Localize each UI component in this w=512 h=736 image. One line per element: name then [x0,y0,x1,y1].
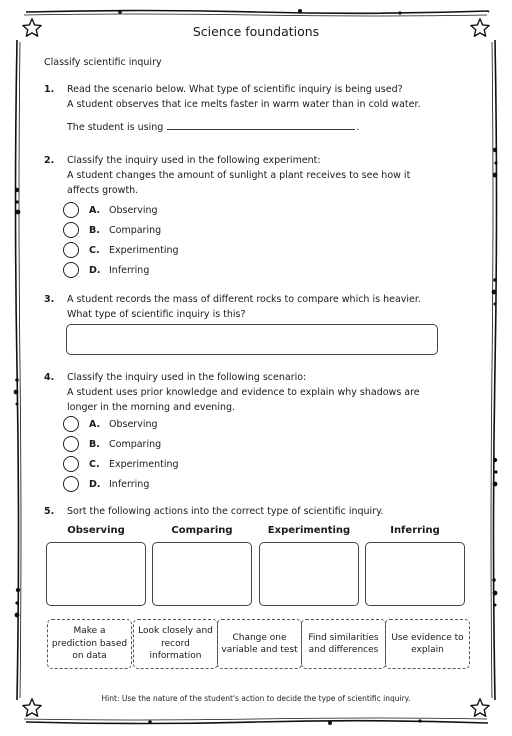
question-3-answer-box[interactable] [66,324,438,355]
option-letter: D. [89,264,101,276]
question-1-line-2: A student observes that ice melts faster in warm water than in cold water. [67,99,421,110]
question-5-number: 5. [44,506,55,517]
option-label: Comparing [109,224,162,236]
option-letter: A. [89,418,101,430]
question-2-option-c[interactable] [63,242,179,258]
drop-box-experimenting[interactable] [259,542,359,606]
radio-button[interactable] [63,476,79,492]
question-2-option-d[interactable] [63,262,149,278]
question-2-line-3: affects growth. [67,185,139,196]
question-2-option-a[interactable] [63,202,158,218]
drop-box-inferring[interactable] [365,542,465,606]
page-subtitle: Classify scientific inquiry [44,57,162,68]
question-3-line-1: A student records the mass of different rocks to compare which is heavier. [67,294,421,305]
radio-button[interactable] [63,436,79,452]
option-label: Comparing [109,438,162,450]
category-heading-inferring: Inferring [390,525,440,536]
category-heading-observing: Observing [67,525,125,536]
question-1-fill-row [67,121,359,133]
question-3-text [67,292,437,322]
radio-button[interactable] [63,202,79,218]
option-label: Experimenting [109,244,179,256]
question-2-line-1: Classify the inquiry used in the following experiment: [67,155,321,166]
sort-card[interactable]: Use evidence to explain [385,619,470,669]
question-2-number: 2. [44,155,55,166]
question-2-text [67,153,437,198]
question-4-line-1: Classify the inquiry used in the following scenario: [67,372,307,383]
radio-button[interactable] [63,262,79,278]
question-4-option-c[interactable] [63,456,179,472]
fill-prefix: The student is using [67,122,164,133]
question-5-line-1: Sort the following actions into the correct type of scientific inquiry. [67,506,384,517]
page-title: Science foundations [192,24,320,39]
option-letter: B. [89,438,100,450]
option-label: Experimenting [109,458,179,470]
question-4-option-a[interactable] [63,416,158,432]
drop-box-comparing[interactable] [152,542,252,606]
radio-button[interactable] [63,456,79,472]
sort-card[interactable]: Change one variable and test [217,619,302,669]
drop-box-observing[interactable] [46,542,146,606]
option-letter: C. [89,458,100,470]
radio-button[interactable] [63,222,79,238]
option-letter: D. [89,478,101,490]
question-4-text [67,370,437,415]
question-3-line-2: What type of scientific inquiry is this? [67,309,246,320]
hint-text: Hint: Use the nature of the student's action to decide the type of scientific inquiry. [101,694,411,703]
option-label: Observing [109,418,158,430]
question-3-number: 3. [44,294,55,305]
fill-suffix: . [356,122,360,133]
question-2-line-2: A student changes the amount of sunlight a plant receives to see how it [67,170,411,181]
option-letter: A. [89,204,101,216]
option-letter: B. [89,224,100,236]
question-1-line-1: Read the scenario below. What type of scientific inquiry is being used? [67,84,403,95]
category-heading-comparing: Comparing [171,525,233,536]
sort-card[interactable]: Look closely and record information [133,619,218,669]
question-4-option-b[interactable] [63,436,161,452]
category-heading-experimenting: Experimenting [267,525,351,536]
radio-button[interactable] [63,242,79,258]
question-1-number: 1. [44,84,55,95]
question-4-option-d[interactable] [63,476,149,492]
question-4-number: 4. [44,372,55,383]
option-label: Observing [109,204,158,216]
sort-card[interactable]: Make a prediction based on data [47,619,132,669]
option-label: Inferring [109,264,150,276]
question-4-line-3: longer in the morning and evening. [67,402,236,413]
question-5-text [67,504,437,519]
radio-button[interactable] [63,416,79,432]
question-4-line-2: A student uses prior knowledge and evidence to explain why shadows are [67,387,420,398]
answer-blank[interactable] [167,121,355,130]
question-1-text [67,82,437,112]
option-letter: C. [89,244,100,256]
question-2-option-b[interactable] [63,222,161,238]
sort-card[interactable]: Find similarities and differences [301,619,386,669]
option-label: Inferring [109,478,150,490]
